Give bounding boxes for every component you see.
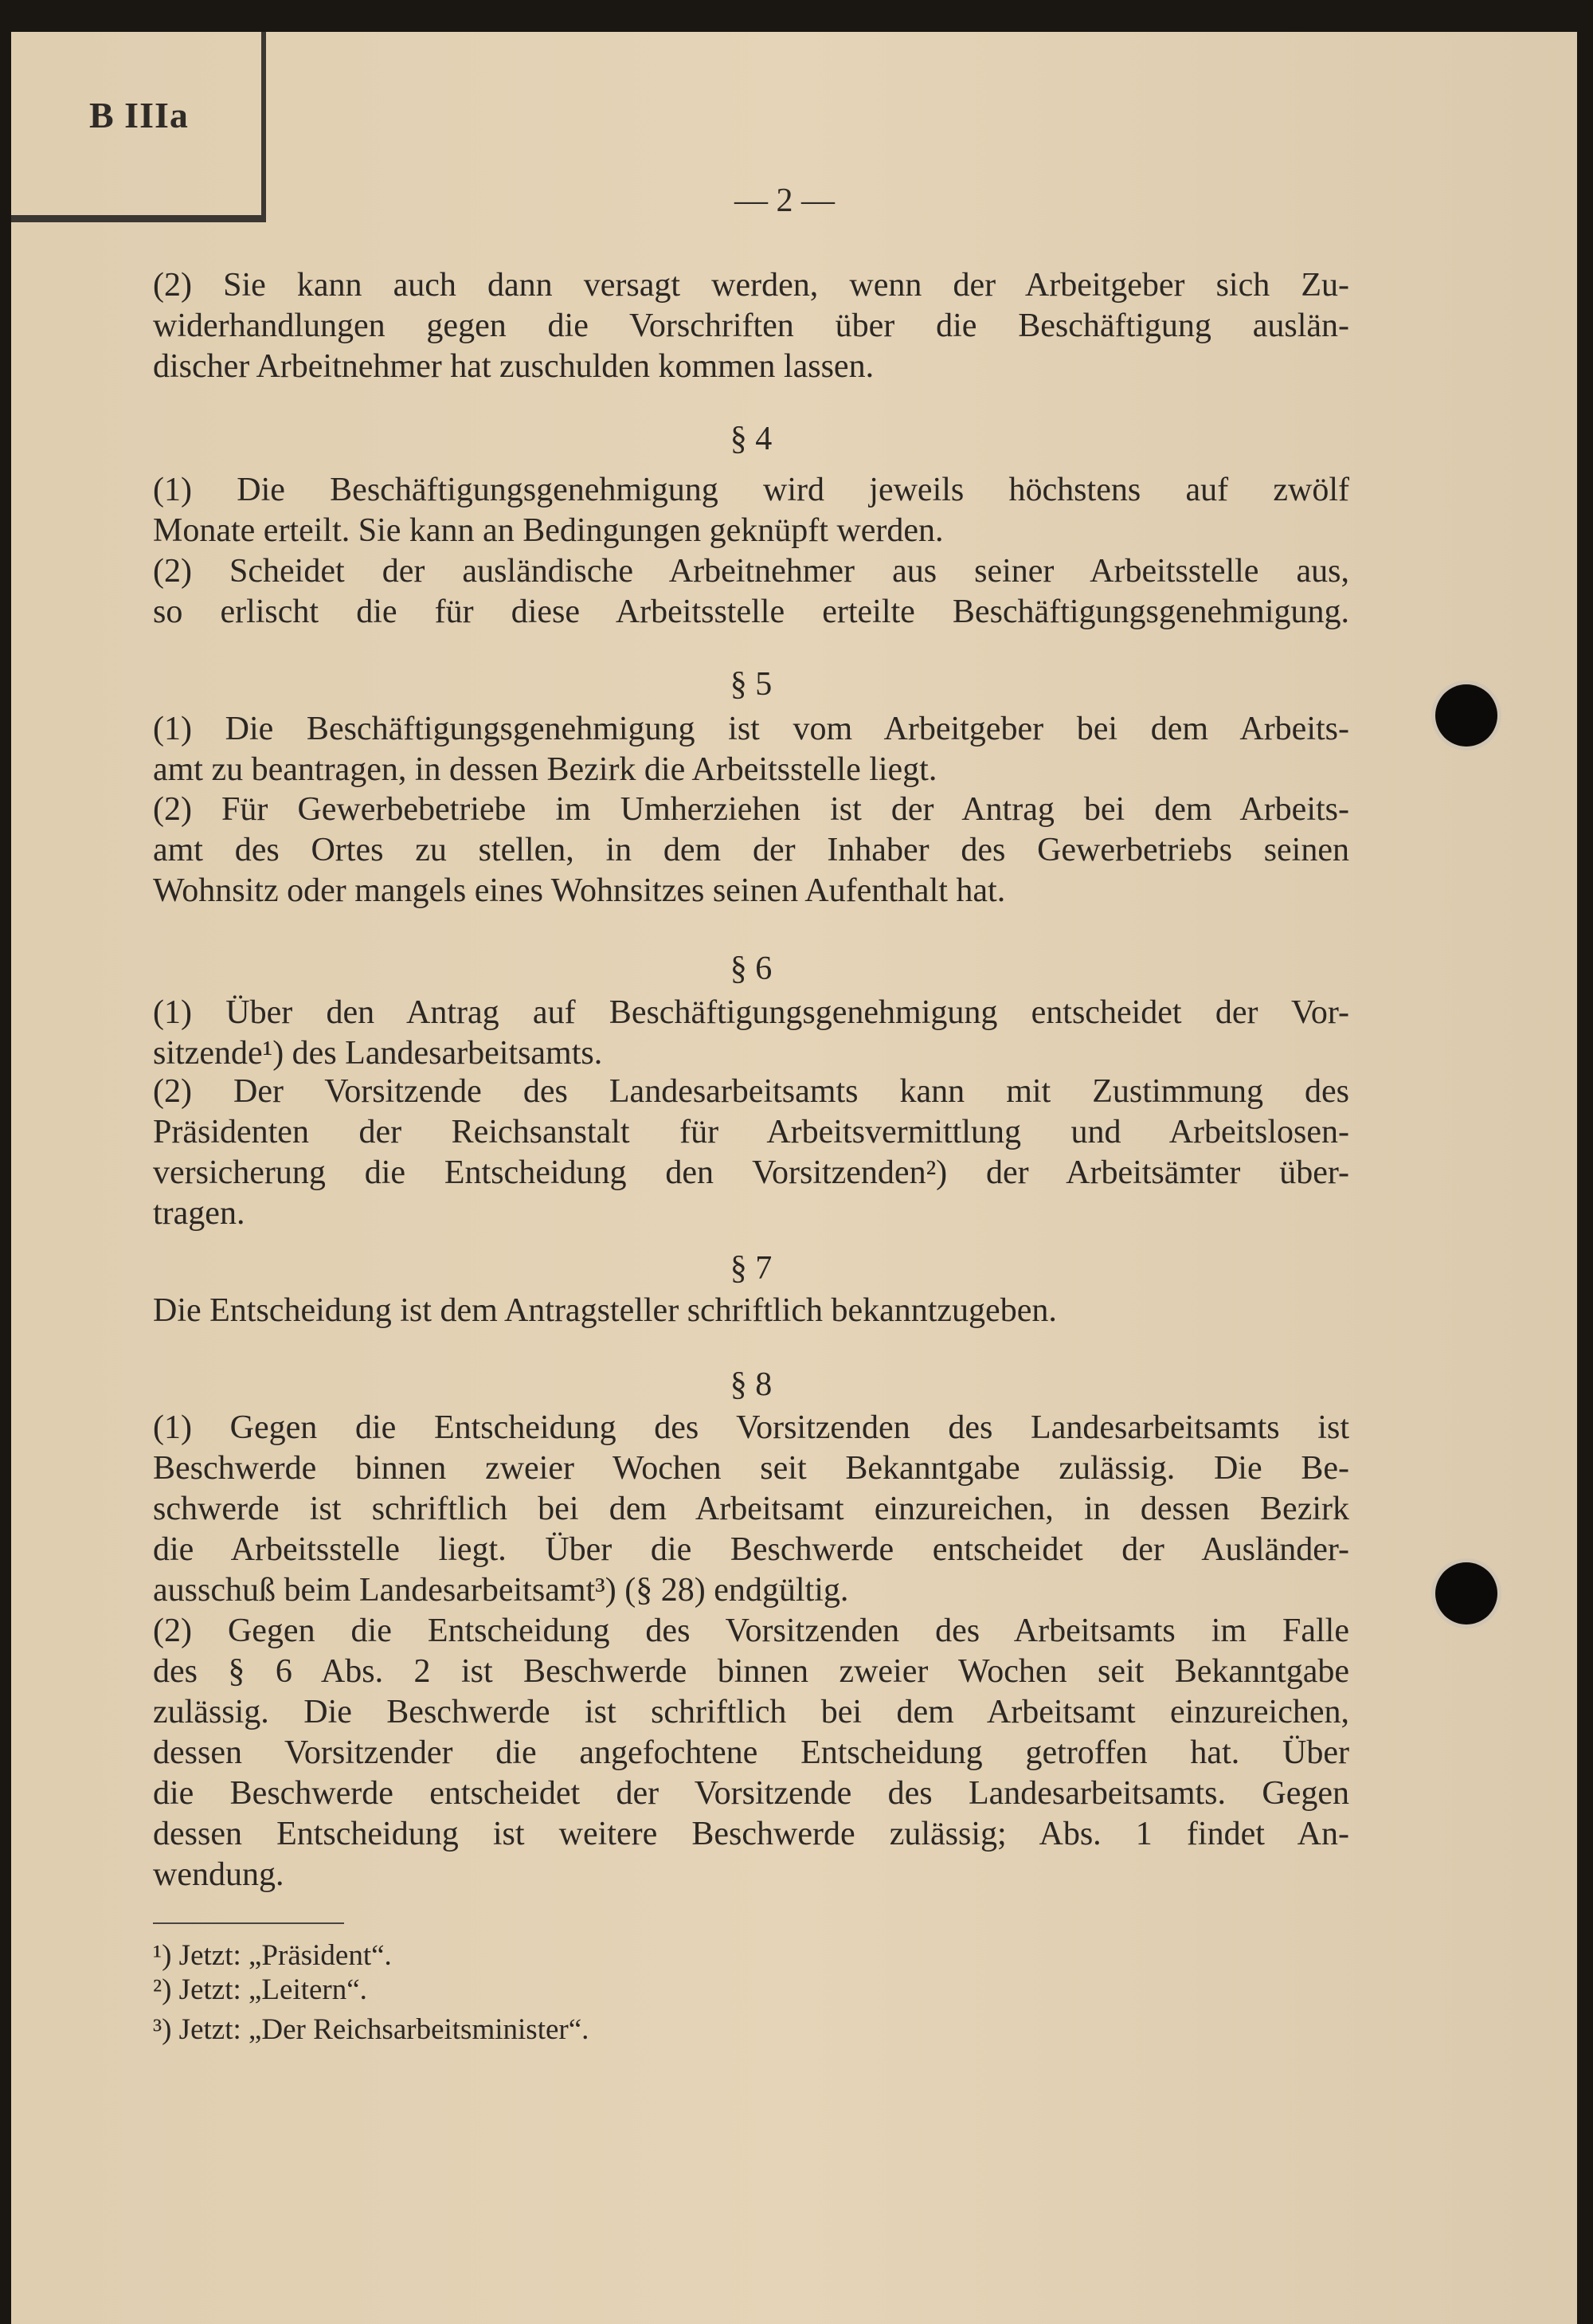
text-line: (2) Für Gewerbebetriebe im Umherziehen ist der Antrag bei dem Arbeits-	[153, 791, 1349, 828]
text-line: die Arbeitsstelle liegt. Über die Beschwerde entscheidet der Ausländer-	[153, 1531, 1349, 1568]
text-line: (1) Über den Antrag auf Beschäftigungsgenehmigung entscheidet der Vor-	[153, 994, 1349, 1031]
text-line: (1) Gegen die Entscheidung des Vorsitzenden des Landesarbeitsamts ist	[153, 1409, 1349, 1446]
text-line: Präsidenten der Reichsanstalt für Arbeitsvermittlung und Arbeitslosen-	[153, 1114, 1349, 1150]
text-line: widerhandlungen gegen die Vorschriften über die Beschäftigung auslän-	[153, 308, 1349, 344]
footnote-3: ³) Jetzt: „Der Reichsarbeitsminister“.	[153, 2013, 589, 2046]
text-line: (2) Scheidet der ausländische Arbeitnehmer aus seiner Arbeitsstelle aus,	[153, 553, 1349, 590]
text-line: (2) Sie kann auch dann versagt werden, wenn der Arbeitgeber sich Zu-	[153, 267, 1349, 304]
paragraph	[153, 1611, 1349, 1895]
punch-hole	[1435, 1562, 1497, 1624]
paragraph	[153, 551, 1349, 633]
paragraph	[153, 993, 1349, 1074]
section-heading: § 5	[730, 666, 773, 703]
text-line: sitzende¹) des Landesarbeitsamts.	[153, 1035, 603, 1072]
text-line: wendung.	[153, 1856, 284, 1893]
text-line: Die Entscheidung ist dem Antragsteller schriftlich bekanntzugeben.	[153, 1292, 1057, 1329]
text-line: zulässig. Die Beschwerde ist schriftlich bei dem Arbeitsamt einzureichen,	[153, 1694, 1349, 1730]
paragraph	[153, 1072, 1349, 1234]
punch-hole	[1435, 684, 1497, 747]
text-line: dessen Entscheidung ist weitere Beschwerde zulässig; Abs. 1 findet An-	[153, 1816, 1349, 1852]
paragraph	[153, 470, 1349, 551]
footnote-1: ¹) Jetzt: „Präsident“.	[153, 1939, 392, 1972]
section-heading: § 7	[730, 1250, 773, 1287]
text-line: dessen Vorsitzender die angefochtene Entscheidung getroffen hat. Über	[153, 1734, 1349, 1771]
section-code: B IIIa	[89, 95, 189, 135]
page-number: — 2 —	[734, 182, 835, 219]
section-heading: § 6	[730, 950, 773, 987]
text-line: Wohnsitz oder mangels eines Wohnsitzes seinen Aufenthalt hat.	[153, 872, 1006, 909]
paragraph	[153, 265, 1349, 387]
text-line: discher Arbeitnehmer hat zuschulden kommen lassen.	[153, 348, 875, 385]
text-line: so erlischt die für diese Arbeitsstelle erteilte Beschäftigungsgenehmigung.	[153, 594, 1349, 630]
section-heading: § 8	[730, 1366, 773, 1403]
paragraph	[153, 709, 1349, 790]
section-heading: § 4	[730, 421, 773, 457]
text-line: Beschwerde binnen zweier Wochen seit Bekanntgabe zulässig. Die Be-	[153, 1450, 1349, 1487]
paragraph	[153, 790, 1349, 911]
text-line: (2) Der Vorsitzende des Landesarbeitsamts kann mit Zustimmung des	[153, 1073, 1349, 1110]
text-line: tragen.	[153, 1195, 245, 1232]
text-line: versicherung die Entscheidung den Vorsitzenden²) der Arbeitsämter über-	[153, 1154, 1349, 1191]
text-line: des § 6 Abs. 2 ist Beschwerde binnen zweier Wochen seit Bekanntgabe	[153, 1653, 1349, 1690]
paragraph	[153, 1291, 1349, 1331]
text-line: ausschuß beim Landesarbeitsamt³) (§ 28) endgültig.	[153, 1572, 849, 1609]
text-line: (1) Die Beschäftigungsgenehmigung ist vom Arbeitgeber bei dem Arbeits-	[153, 711, 1349, 747]
text-line: die Beschwerde entscheidet der Vorsitzende des Landesarbeitsamts. Gegen	[153, 1775, 1349, 1812]
footnote-divider	[153, 1922, 344, 1924]
text-line: schwerde ist schriftlich bei dem Arbeitsamt einzureichen, in dessen Bezirk	[153, 1491, 1349, 1527]
text-line: Monate erteilt. Sie kann an Bedingungen geknüpft werden.	[153, 512, 944, 549]
text-line: amt zu beantragen, in dessen Bezirk die Arbeitsstelle liegt.	[153, 751, 937, 788]
footnote-2: ²) Jetzt: „Leitern“.	[153, 1973, 367, 2006]
text-line: amt des Ortes zu stellen, in dem der Inhaber des Gewerbetriebs seinen	[153, 832, 1349, 868]
paragraph	[153, 1408, 1349, 1611]
text-line: (2) Gegen die Entscheidung des Vorsitzenden des Arbeitsamts im Falle	[153, 1613, 1349, 1649]
text-line: (1) Die Beschäftigungsgenehmigung wird jeweils höchstens auf zwölf	[153, 472, 1349, 508]
